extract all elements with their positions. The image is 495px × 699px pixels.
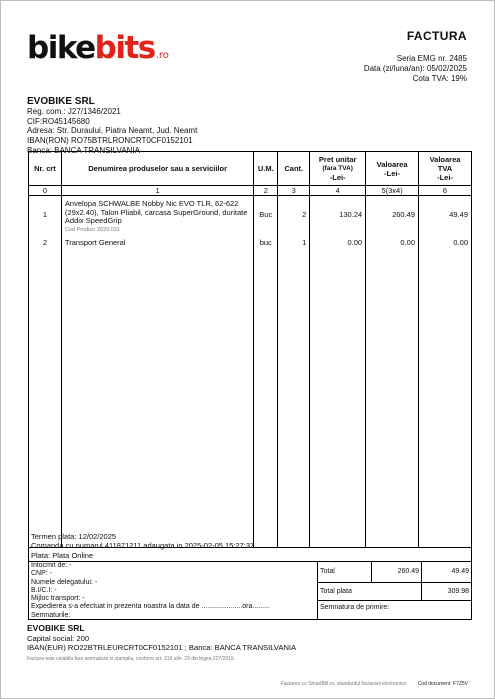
header-um: U.M. [254, 152, 278, 186]
logo-text-bits: bits [94, 30, 155, 66]
footer-company-name: EVOBIKE SRL [27, 623, 85, 633]
row-nr: 2 [29, 234, 62, 247]
column-index: 4 [310, 186, 366, 196]
document-code: Cod document: F7Z5V [417, 681, 468, 687]
header-value [366, 152, 419, 186]
seller-name: EVOBIKE SRL [27, 96, 95, 107]
total-vat: 49.49 [451, 568, 469, 575]
footer-capital: Capital social: 200 [27, 633, 90, 643]
seller-cif: CIF:RO45145680 [27, 116, 90, 126]
row-nr: 1 [29, 196, 62, 235]
document-meta [364, 54, 467, 84]
header-value-line1: Valoarea [376, 159, 408, 169]
row-vat: 49.49 [419, 196, 472, 235]
seller-iban: IBAN(RON) RO75BTRLRONCRT0CF0152101 [27, 136, 193, 146]
generated-by: Facturez cu SmartBill.ro, standardul facturarii electronice [280, 681, 407, 687]
header-vat [419, 152, 472, 186]
row-description: Anvelopa SCHWALBE Nobby Nic EVO TLR, 62-622 (29x2.40), Talon Pliabil, carcasa SuperGround, duritate Addix SpeedGrip [64, 199, 248, 226]
header-value-line2: -Lei- [384, 168, 400, 178]
document-title: FACTURA [406, 29, 467, 43]
delegate-id: B.I/C.I: - [31, 586, 57, 594]
items-table [28, 151, 472, 551]
bikebits-logo [27, 30, 169, 66]
column-index: 2 [254, 186, 278, 196]
header-vat-line1: Valoarea [429, 155, 461, 164]
row-qty: 2 [278, 196, 310, 235]
issued-by: Intocmit de: - [31, 562, 72, 569]
column-index: 1 [61, 186, 253, 196]
table-row [29, 196, 472, 235]
total-label: Total [320, 568, 335, 575]
row-um: Buc [254, 196, 278, 235]
header-vat-line2: TVA [437, 164, 453, 173]
total-payment-value: 309.98 [447, 588, 469, 595]
payment-method: Plata: Plata Online [31, 550, 94, 560]
seller-bank: Banca: BANCA TRANSILVANIA [27, 145, 140, 155]
footer-company [27, 624, 296, 653]
table-header-row [29, 152, 472, 186]
invoice-date: Data (zi/luna/an): 05/02/2025 [363, 64, 467, 73]
row-value: 260.49 [366, 196, 419, 235]
validity-note: Factura este valabila fara semnatura si stampila, conform art. 319 alin. 29 din legea 227/2015. [27, 656, 236, 662]
row-unit-price: 130.24 [310, 196, 366, 235]
header-qty: Cant. [278, 152, 310, 186]
row-qty: 1 [278, 234, 310, 247]
order-reference: Comanda cu numarul 411871211 adaugata in 2025-02-05 15:27:37 [31, 541, 255, 551]
row-value: 0.00 [366, 234, 419, 247]
signature-and-totals [28, 562, 472, 620]
column-index-row [29, 186, 472, 196]
row-vat: 0.00 [419, 234, 472, 247]
table-row [29, 234, 472, 247]
generator-note [27, 681, 468, 687]
header-unit-price [310, 152, 366, 186]
row-unit-price: 0.00 [310, 234, 366, 247]
header-unit-price-line1: Pret unitar [318, 155, 357, 164]
invoice-series: Seria EMG nr. 2485 [396, 54, 467, 63]
delegate-info [29, 562, 318, 619]
row-um: buc [254, 234, 278, 247]
header-vat-line3: -Lei- [437, 173, 453, 182]
row-description: Transport General [61, 234, 253, 247]
seller-address: Adresa: Str. Duraului, Piatra Neamt, Jud. Neamt [27, 126, 198, 136]
header-nr: Nr. crt [29, 152, 62, 186]
header-unit-price-line3: -Lei- [329, 173, 346, 182]
totals-box [318, 562, 472, 619]
delegate-name: Numele delegatului: - [31, 578, 98, 586]
vat-rate: Cota TVA: 19% [412, 74, 467, 83]
expedition-note: Expedierea s-a efectuat in prezenta noastra la data de .....................ora......... [31, 603, 270, 611]
payment-notes [28, 532, 472, 562]
due-date: Termen plata: 12/02/2025 [31, 532, 117, 541]
transport-means: Mijloc transport: - [31, 595, 85, 603]
column-index: 5(3x4) [366, 186, 419, 196]
footer-iban: IBAN(EUR) RO22BTRLEURCRT0CF0152101 ; Banca: BANCA TRANSILVANIA [27, 643, 297, 653]
logo-text-bike: bike [27, 30, 95, 66]
row-description-cell [61, 196, 253, 235]
delegate-cnp: CNP: - [31, 570, 52, 578]
seller-reg: Reg. com.: J27/1346/2021 [27, 107, 121, 116]
table-empty-space [29, 247, 472, 548]
column-index: 6 [419, 186, 472, 196]
seller-info [27, 96, 197, 156]
column-index: 0 [29, 186, 62, 196]
logo-text-ro: .ro [155, 50, 169, 61]
header-description: Denumirea produselor sau a serviciilor [61, 152, 253, 186]
total-payment-label: Total plata [320, 588, 352, 595]
signatures-label: Semnaturile: [31, 611, 71, 619]
total-value: 260.49 [397, 568, 419, 575]
row-product-code: Cod Produs: 2020.031 [64, 226, 120, 233]
column-index: 3 [278, 186, 310, 196]
header-unit-price-line2: (fara TVA) [322, 165, 353, 172]
receipt-signature-label: Semnatura de primire: [320, 604, 390, 611]
